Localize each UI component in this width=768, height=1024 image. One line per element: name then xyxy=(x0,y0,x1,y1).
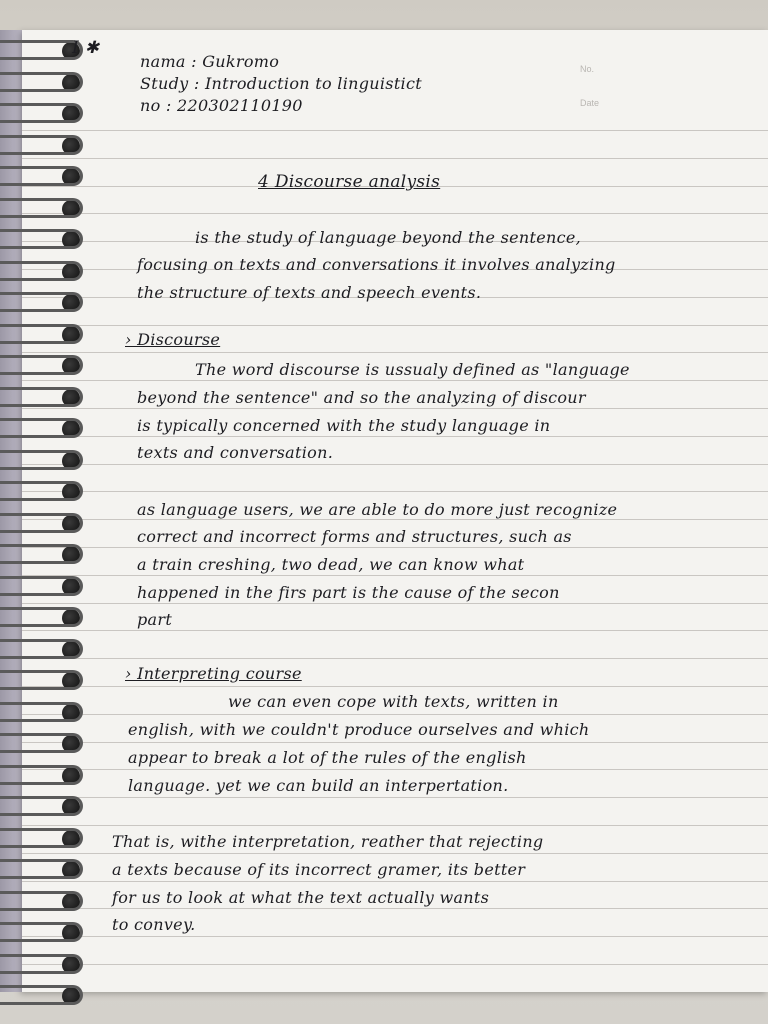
ruled-line xyxy=(22,158,768,159)
spiral-ring xyxy=(0,576,83,596)
ruled-line xyxy=(22,825,768,826)
ruled-line xyxy=(22,519,768,520)
spiral-ring xyxy=(0,355,83,375)
ruled-line xyxy=(22,630,768,631)
spiral-ring xyxy=(0,481,83,501)
spiral-ring xyxy=(0,954,83,974)
ruled-line xyxy=(22,964,768,965)
spiral-ring xyxy=(0,135,83,155)
conclusion-line-1: That is, withe interpretation, reather that rejecting xyxy=(112,832,544,851)
users-line-3: a train creshing, two dead, we can know what xyxy=(137,555,525,574)
spiral-ring xyxy=(0,40,83,60)
ruled-line xyxy=(22,380,768,381)
spiral-ring xyxy=(0,166,83,186)
users-line-4: happened in the firs part is the cause of the secon xyxy=(137,583,560,602)
ruled-line xyxy=(22,908,768,909)
spiral-ring xyxy=(0,292,83,312)
discourse-line-2: beyond the sentence" and so the analyzing of discour xyxy=(137,388,586,407)
spiral-ring xyxy=(0,72,83,92)
intro-line-1: is the study of language beyond the sentence, xyxy=(195,228,582,247)
ruled-line xyxy=(22,213,768,214)
student-number-line: no : 220302110190 xyxy=(140,96,303,115)
conclusion-line-4: to convey. xyxy=(112,915,196,934)
interpreting-line-2: english, with we couldn't produce ourselves and which xyxy=(128,720,590,739)
interpreting-line-4: language. yet we can build an interpertation. xyxy=(128,776,509,795)
discourse-heading: › Discourse xyxy=(125,330,221,349)
spiral-ring xyxy=(0,639,83,659)
spiral-ring xyxy=(0,702,83,722)
ruled-line xyxy=(22,464,768,465)
page-date-label: Date xyxy=(580,98,600,108)
ruled-line xyxy=(22,603,768,604)
spiral-ring xyxy=(0,922,83,942)
interpreting-heading: › Interpreting course xyxy=(125,664,302,683)
spiral-ring xyxy=(0,859,83,879)
conclusion-line-2: a texts because of its incorrect gramer, its better xyxy=(112,860,526,879)
discourse-line-1: The word discourse is ussualy defined as "language xyxy=(195,360,630,379)
ruled-line xyxy=(22,881,768,882)
spiral-ring xyxy=(0,544,83,564)
intro-line-3: the structure of texts and speech events. xyxy=(137,283,482,302)
spiral-ring xyxy=(0,796,83,816)
ruled-line xyxy=(22,130,768,131)
spiral-ring xyxy=(0,513,83,533)
spiral-ring xyxy=(0,670,83,690)
intro-line-2: focusing on texts and conversations it involves analyzing xyxy=(137,255,616,274)
spiral-ring xyxy=(0,891,83,911)
study-line: Study : Introduction to linguistict xyxy=(140,74,422,93)
ruled-line xyxy=(22,325,768,326)
ruled-line xyxy=(22,408,768,409)
ruled-line xyxy=(22,797,768,798)
spiral-ring xyxy=(0,229,83,249)
ruled-line xyxy=(22,575,768,576)
spiral-ring xyxy=(0,103,83,123)
ruled-line xyxy=(22,742,768,743)
spiral-ring xyxy=(0,261,83,281)
ruled-line xyxy=(22,686,768,687)
ruled-line xyxy=(22,936,768,937)
users-line-2: correct and incorrect forms and structures, such as xyxy=(137,527,572,546)
ruled-line xyxy=(22,853,768,854)
spiral-ring xyxy=(0,198,83,218)
ruled-line xyxy=(22,352,768,353)
name-line: nama : Gukromo xyxy=(140,52,280,71)
ruled-line xyxy=(22,491,768,492)
discourse-line-4: texts and conversation. xyxy=(137,443,334,462)
users-line-1: as language users, we are able to do more just recognize xyxy=(137,500,618,519)
spiral-ring xyxy=(0,607,83,627)
spiral-ring xyxy=(0,450,83,470)
ruled-line xyxy=(22,547,768,548)
spiral-ring xyxy=(0,985,83,1005)
ruled-line xyxy=(22,436,768,437)
spiral-ring xyxy=(0,418,83,438)
discourse-line-3: is typically concerned with the study language in xyxy=(137,416,551,435)
header-mark: I ✱ xyxy=(72,38,100,58)
interpreting-line-1: we can even cope with texts, written in xyxy=(228,692,559,711)
spiral-ring xyxy=(0,324,83,344)
conclusion-line-3: for us to look at what the text actually wants xyxy=(112,888,490,907)
ruled-line xyxy=(22,658,768,659)
spiral-ring xyxy=(0,765,83,785)
interpreting-line-3: appear to break a lot of the rules of the english xyxy=(128,748,527,767)
users-line-5: part xyxy=(137,610,173,629)
page-title: 4 Discourse analysis xyxy=(258,172,441,192)
spiral-ring xyxy=(0,387,83,407)
spiral-ring xyxy=(0,828,83,848)
ruled-line xyxy=(22,714,768,715)
spiral-ring xyxy=(0,733,83,753)
page-number-label: No. xyxy=(580,64,595,74)
ruled-line xyxy=(22,769,768,770)
